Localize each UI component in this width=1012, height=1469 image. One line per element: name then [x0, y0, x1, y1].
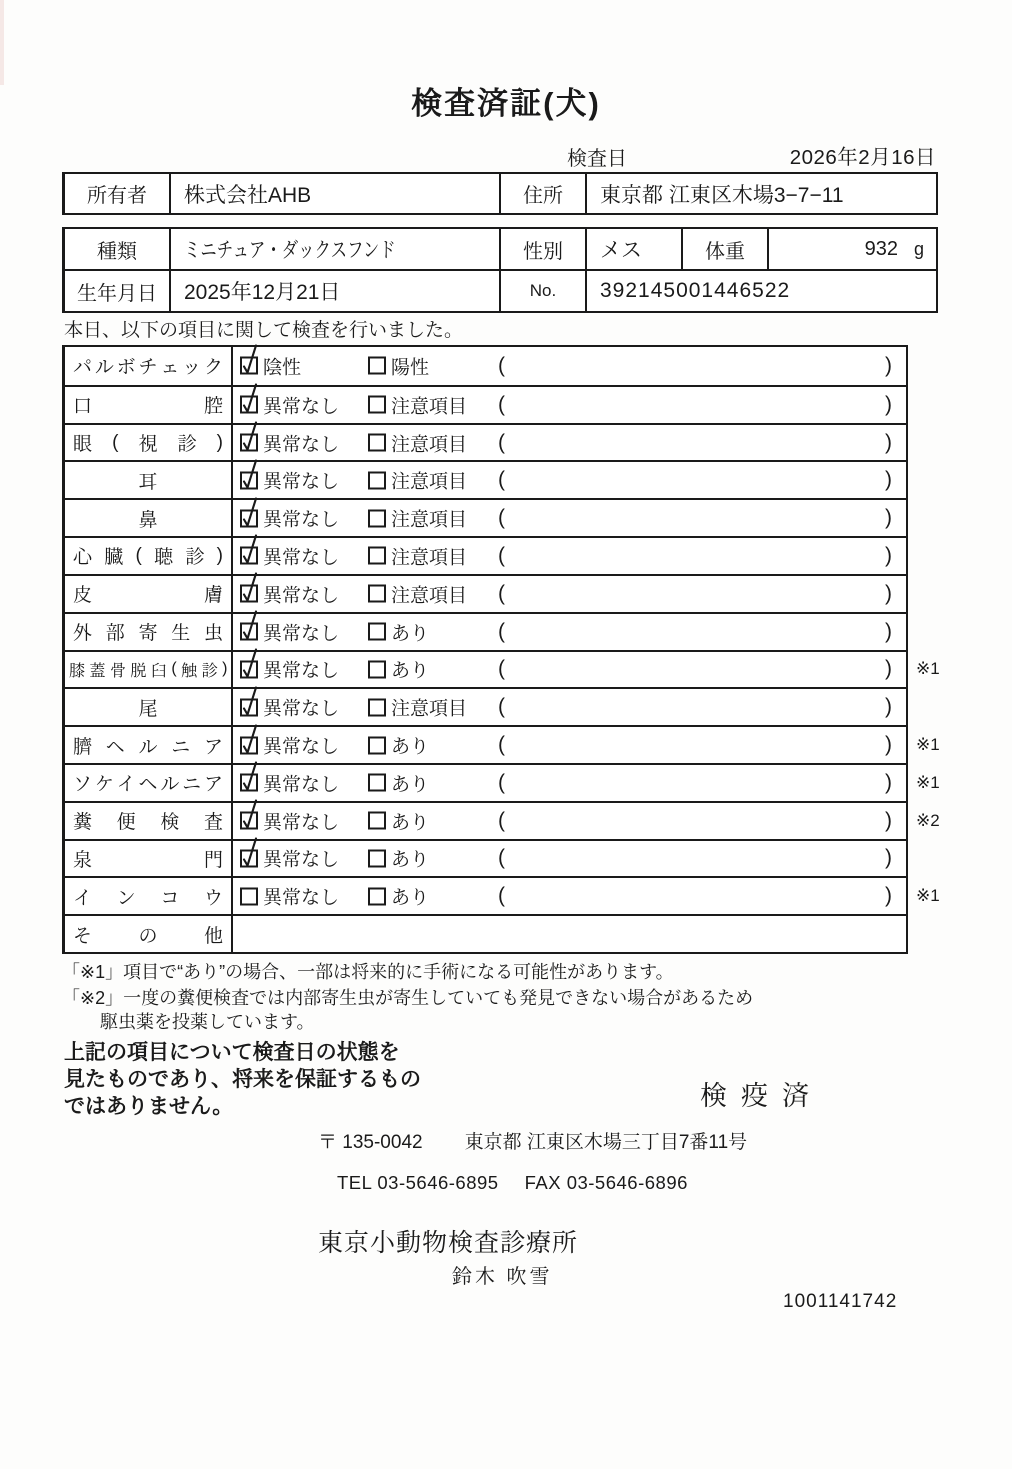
scan-edge-artifact — [0, 0, 4, 85]
birth-label: 生年月日 — [65, 271, 171, 311]
checkmark-icon — [240, 760, 260, 794]
checkmark-icon — [240, 382, 260, 416]
exam-option-primary — [240, 542, 339, 569]
exam-option-secondary-label: 注意項目 — [391, 698, 468, 720]
checkmark-icon — [240, 835, 260, 869]
clinic-postal-line — [318, 1127, 747, 1154]
exam-option-primary-label: 異常なし — [263, 849, 340, 871]
exam-option-primary-label: 異常なし — [263, 660, 340, 682]
exam-option-secondary — [368, 429, 467, 456]
exam-option-secondary-label: 注意項目 — [391, 509, 468, 531]
exam-option-secondary — [368, 769, 429, 796]
exam-row-content — [233, 689, 906, 725]
exam-option-primary — [240, 429, 339, 456]
microchip-no-value: 392145001446522 — [600, 279, 791, 302]
exam-table-row — [65, 801, 940, 839]
remarks-paren-close: ) — [885, 733, 892, 757]
exam-option-primary-label: 異常なし — [263, 698, 340, 720]
footnote-marker: ※2 — [916, 810, 940, 830]
footnote-marker: ※1 — [916, 735, 940, 755]
breed-label: 種類 — [65, 229, 171, 269]
checkbox-icon — [240, 471, 258, 489]
address-label: 住所 — [501, 174, 587, 213]
exam-table-row — [65, 460, 906, 498]
exam-table-row — [65, 914, 906, 952]
footnote-2: 「※2」一度の糞便検査では内部寄生虫が寄生していても発見できない場合があるため — [62, 988, 754, 1008]
exam-option-primary-label: 異常なし — [263, 736, 340, 758]
exam-option-secondary — [368, 656, 429, 683]
checkbox-icon — [240, 547, 258, 565]
remarks-paren-close: ) — [885, 581, 892, 605]
exam-table-wrapper — [62, 345, 952, 954]
exam-row-content — [233, 387, 906, 423]
inspection-date-label: 検査日 — [567, 148, 627, 170]
exam-option-secondary-label: あり — [391, 623, 430, 645]
checkbox-icon — [368, 623, 386, 641]
remarks-paren-close: ) — [885, 884, 892, 908]
remarks-paren-open: ( — [498, 430, 505, 454]
weight-unit: g — [913, 238, 924, 259]
checkbox-icon — [368, 736, 386, 754]
checkmark-icon — [240, 722, 260, 756]
info-row-birth — [65, 269, 936, 311]
quarantine-passed-stamp: 検疫済 — [700, 1081, 823, 1111]
checkbox-icon — [368, 660, 386, 678]
exam-row-content — [233, 614, 906, 650]
exam-row-content — [233, 765, 940, 801]
weight-label: 体重 — [683, 229, 769, 269]
remarks-paren-close: ) — [885, 543, 892, 567]
exam-item-label: そ の 他 — [65, 916, 233, 952]
clinic-tel: TEL 03-5646-6895 — [337, 1172, 499, 1193]
exam-option-secondary-label: あり — [391, 660, 430, 682]
disclaimer-line-2: 見たものであり、将来を保証するもの — [64, 1068, 421, 1091]
exam-row-content — [233, 652, 940, 688]
exam-option-primary-label: 異常なし — [263, 812, 340, 834]
checkbox-icon — [368, 585, 386, 603]
exam-option-primary — [240, 769, 339, 796]
exam-option-primary — [240, 391, 339, 418]
birth-value: 2025年12月21日 — [171, 271, 501, 311]
exam-table-row — [65, 725, 940, 763]
checkbox-icon — [240, 736, 258, 754]
microchip-no-label: No. — [501, 271, 587, 311]
clinic-fax: FAX 03-5646-6896 — [524, 1172, 688, 1193]
disclaimer-line-1: 上記の項目について検査日の状態を — [64, 1041, 400, 1064]
exam-item-label: 臍 ヘ ル ニ ア — [65, 727, 233, 763]
exam-item-label: イ ン コ ウ — [65, 878, 233, 914]
exam-row-content — [233, 841, 906, 877]
exam-option-secondary — [368, 467, 467, 494]
exam-option-secondary-label: 陽性 — [391, 357, 430, 379]
exam-row-content — [233, 878, 940, 914]
exam-row-content — [233, 727, 940, 763]
checkmark-icon — [240, 533, 260, 567]
owner-value: 株式会社AHB — [171, 174, 501, 213]
exam-item-label: 耳 — [65, 462, 233, 498]
exam-option-secondary-label: あり — [391, 736, 430, 758]
exam-option-secondary — [368, 391, 467, 418]
checkbox-icon — [368, 434, 386, 452]
remarks-paren-close: ) — [885, 770, 892, 794]
remarks-paren-open: ( — [498, 808, 505, 832]
remarks-paren-open: ( — [498, 506, 505, 530]
checkmark-icon — [240, 571, 260, 605]
exam-item-label: 外 部 寄 生 虫 — [65, 614, 233, 650]
exam-option-secondary-label: 注意項目 — [391, 471, 468, 493]
exam-option-secondary-label: 注意項目 — [391, 585, 468, 607]
exam-item-label: 口 腔 — [65, 387, 233, 423]
page-title: 検査済証(犬) — [411, 86, 601, 121]
footnote-marker: ※1 — [916, 886, 940, 906]
remarks-paren-close: ) — [885, 846, 892, 870]
checkbox-icon — [240, 396, 258, 414]
exam-table-row — [65, 536, 906, 574]
exam-item-label: 糞 便 検 査 — [65, 803, 233, 839]
exam-item-label: 膝 蓋 骨 脱 臼 ( 触 診 ) — [65, 652, 233, 688]
checkbox-icon — [240, 585, 258, 603]
exam-item-label: 鼻 — [65, 500, 233, 536]
checkbox-icon — [240, 849, 258, 867]
exam-option-secondary-label: 注意項目 — [391, 547, 468, 569]
exam-option-primary — [240, 732, 339, 759]
exam-option-primary — [240, 883, 339, 910]
checkbox-icon — [368, 357, 386, 375]
exam-item-label: ソ ケ イ ヘ ル ニ ア — [65, 765, 233, 801]
exam-option-primary-label: 異常なし — [263, 509, 340, 531]
remarks-paren-open: ( — [498, 884, 505, 908]
exam-option-primary-label: 陰性 — [263, 357, 302, 379]
checkbox-icon — [240, 434, 258, 452]
footnote-2-cont: 駆虫薬を投薬しています。 — [100, 1012, 315, 1032]
address-value: 東京都 江東区木場3−7−11 — [600, 183, 844, 207]
veterinarian-name: 鈴木 吹雪 — [452, 1266, 553, 1288]
remarks-paren-open: ( — [498, 468, 505, 492]
exam-option-secondary — [368, 845, 429, 872]
breed-value: ミニチュア・ダックスフンド — [171, 229, 501, 269]
weight-value: 932 — [864, 237, 898, 260]
exam-option-secondary — [368, 807, 429, 834]
exam-option-primary — [240, 505, 339, 532]
exam-table-row — [65, 612, 906, 650]
remarks-paren-close: ) — [885, 695, 892, 719]
checkmark-icon — [240, 495, 260, 529]
exam-option-primary — [240, 656, 339, 683]
exam-option-secondary-label: あり — [391, 812, 430, 834]
remarks-paren-close: ) — [885, 353, 892, 377]
exam-option-primary-label: 異常なし — [263, 623, 340, 645]
exam-table-row — [65, 347, 906, 385]
exam-table-row — [65, 650, 940, 688]
postal-code: 〒 135-0042 — [318, 1132, 423, 1153]
remarks-paren-close: ) — [885, 430, 892, 454]
exam-row-content — [233, 347, 906, 385]
footnote-marker: ※1 — [916, 659, 940, 679]
exam-row-content — [233, 576, 906, 612]
checkbox-icon — [368, 698, 386, 716]
info-row-breed — [65, 229, 936, 269]
exam-table-row — [65, 839, 906, 877]
checkbox-icon — [240, 509, 258, 527]
checkmark-icon — [240, 420, 260, 454]
disclaimer-text — [64, 1039, 421, 1120]
exam-option-primary — [240, 467, 339, 494]
exam-option-primary — [240, 807, 339, 834]
remarks-paren-open: ( — [498, 392, 505, 416]
inspection-date-value: 2026年2月16日 — [789, 146, 936, 169]
exam-option-secondary — [368, 505, 467, 532]
remarks-paren-open: ( — [498, 619, 505, 643]
remarks-paren-open: ( — [498, 695, 505, 719]
exam-option-secondary — [368, 580, 467, 607]
sex-label: 性別 — [501, 229, 587, 269]
remarks-paren-close: ) — [885, 392, 892, 416]
exam-row-content — [233, 538, 906, 574]
checkbox-icon — [240, 698, 258, 716]
exam-option-secondary — [368, 542, 467, 569]
clinic-address: 東京都 江東区木場三丁目7番11号 — [464, 1132, 748, 1153]
exam-option-primary-label: 異常なし — [263, 547, 340, 569]
owner-label: 所有者 — [65, 174, 171, 213]
remarks-paren-open: ( — [498, 353, 505, 377]
checkmark-icon — [240, 798, 260, 832]
remarks-paren-open: ( — [498, 657, 505, 681]
checkbox-icon — [368, 471, 386, 489]
checkbox-icon — [240, 887, 258, 905]
remarks-paren-close: ) — [885, 657, 892, 681]
exam-option-secondary-label: 注意項目 — [391, 434, 468, 456]
checkmark-icon — [240, 609, 260, 643]
exam-option-secondary-label: 注意項目 — [391, 396, 468, 418]
checkbox-icon — [368, 509, 386, 527]
remarks-paren-close: ) — [885, 808, 892, 832]
exam-row-content — [233, 916, 906, 952]
exam-item-label: 心 臓 ( 聴 診 ) — [65, 538, 233, 574]
pet-info-table — [62, 227, 938, 313]
exam-option-primary-label: 異常なし — [263, 471, 340, 493]
checkbox-icon — [368, 887, 386, 905]
exam-item-label: パ ル ボ チ ェ ッ ク — [65, 347, 233, 385]
exam-table — [62, 345, 940, 954]
remarks-paren-open: ( — [498, 581, 505, 605]
exam-option-primary — [240, 618, 339, 645]
intro-text: 本日、以下の項目に関して検査を行いました。 — [64, 320, 464, 341]
exam-option-secondary-label: あり — [391, 887, 430, 909]
exam-option-primary — [240, 694, 339, 721]
exam-item-label: 泉 門 — [65, 841, 233, 877]
footnote-1: 「※1」項目で“あり”の場合、一部は将来的に手術になる可能性があります。 — [62, 962, 674, 982]
exam-option-primary-label: 異常なし — [263, 585, 340, 607]
remarks-paren-open: ( — [498, 846, 505, 870]
exam-option-primary — [240, 352, 301, 379]
checkbox-icon — [240, 774, 258, 792]
checkbox-icon — [240, 623, 258, 641]
remarks-paren-close: ) — [885, 506, 892, 530]
exam-item-label: 尾 — [65, 689, 233, 725]
sex-value: メス — [587, 229, 683, 269]
remarks-paren-close: ) — [885, 619, 892, 643]
exam-option-primary-label: 異常なし — [263, 434, 340, 456]
exam-table-row — [65, 574, 906, 612]
checkbox-icon — [368, 812, 386, 830]
exam-table-row — [65, 498, 906, 536]
exam-option-primary-label: 異常なし — [263, 396, 340, 418]
exam-option-primary — [240, 580, 339, 607]
checkmark-icon — [240, 646, 260, 680]
exam-option-secondary — [368, 618, 429, 645]
remarks-paren-close: ) — [885, 468, 892, 492]
exam-option-secondary-label: あり — [391, 849, 430, 871]
exam-table-row — [65, 763, 940, 801]
clinic-tel-line — [337, 1172, 688, 1194]
exam-row-content — [233, 425, 906, 461]
exam-table-row — [65, 687, 906, 725]
checkbox-icon — [240, 812, 258, 830]
exam-table-row — [65, 423, 906, 461]
checkbox-icon — [368, 396, 386, 414]
exam-item-label: 皮 膚 — [65, 576, 233, 612]
disclaimer-line-3: ではありません。 — [64, 1095, 234, 1118]
checkbox-icon — [368, 849, 386, 867]
exam-table-row — [65, 385, 906, 423]
document-serial-number: 1001141742 — [783, 1291, 898, 1312]
checkbox-icon — [368, 547, 386, 565]
exam-option-secondary — [368, 352, 429, 379]
exam-option-primary-label: 異常なし — [263, 887, 340, 909]
exam-option-secondary — [368, 883, 429, 910]
clinic-name: 東京小動物検査診療所 — [318, 1229, 579, 1257]
exam-item-label: 眼 ( 視 診 ) — [65, 425, 233, 461]
checkmark-icon — [240, 343, 260, 377]
owner-table — [62, 172, 938, 215]
exam-option-secondary-label: あり — [391, 774, 430, 796]
remarks-paren-open: ( — [498, 543, 505, 567]
checkbox-icon — [240, 660, 258, 678]
exam-table-row — [65, 876, 940, 914]
exam-option-primary — [240, 845, 339, 872]
exam-option-primary-label: 異常なし — [263, 774, 340, 796]
exam-row-content — [233, 803, 940, 839]
remarks-paren-open: ( — [498, 733, 505, 757]
checkbox-icon — [368, 774, 386, 792]
checkmark-icon — [240, 684, 260, 718]
weight-value-cell — [769, 229, 936, 269]
exam-option-secondary — [368, 732, 429, 759]
checkbox-icon — [240, 357, 258, 375]
remarks-paren-open: ( — [498, 770, 505, 794]
exam-row-content — [233, 462, 906, 498]
footnote-marker: ※1 — [916, 772, 940, 792]
exam-row-content — [233, 500, 906, 536]
exam-option-secondary — [368, 694, 467, 721]
checkmark-icon — [240, 457, 260, 491]
